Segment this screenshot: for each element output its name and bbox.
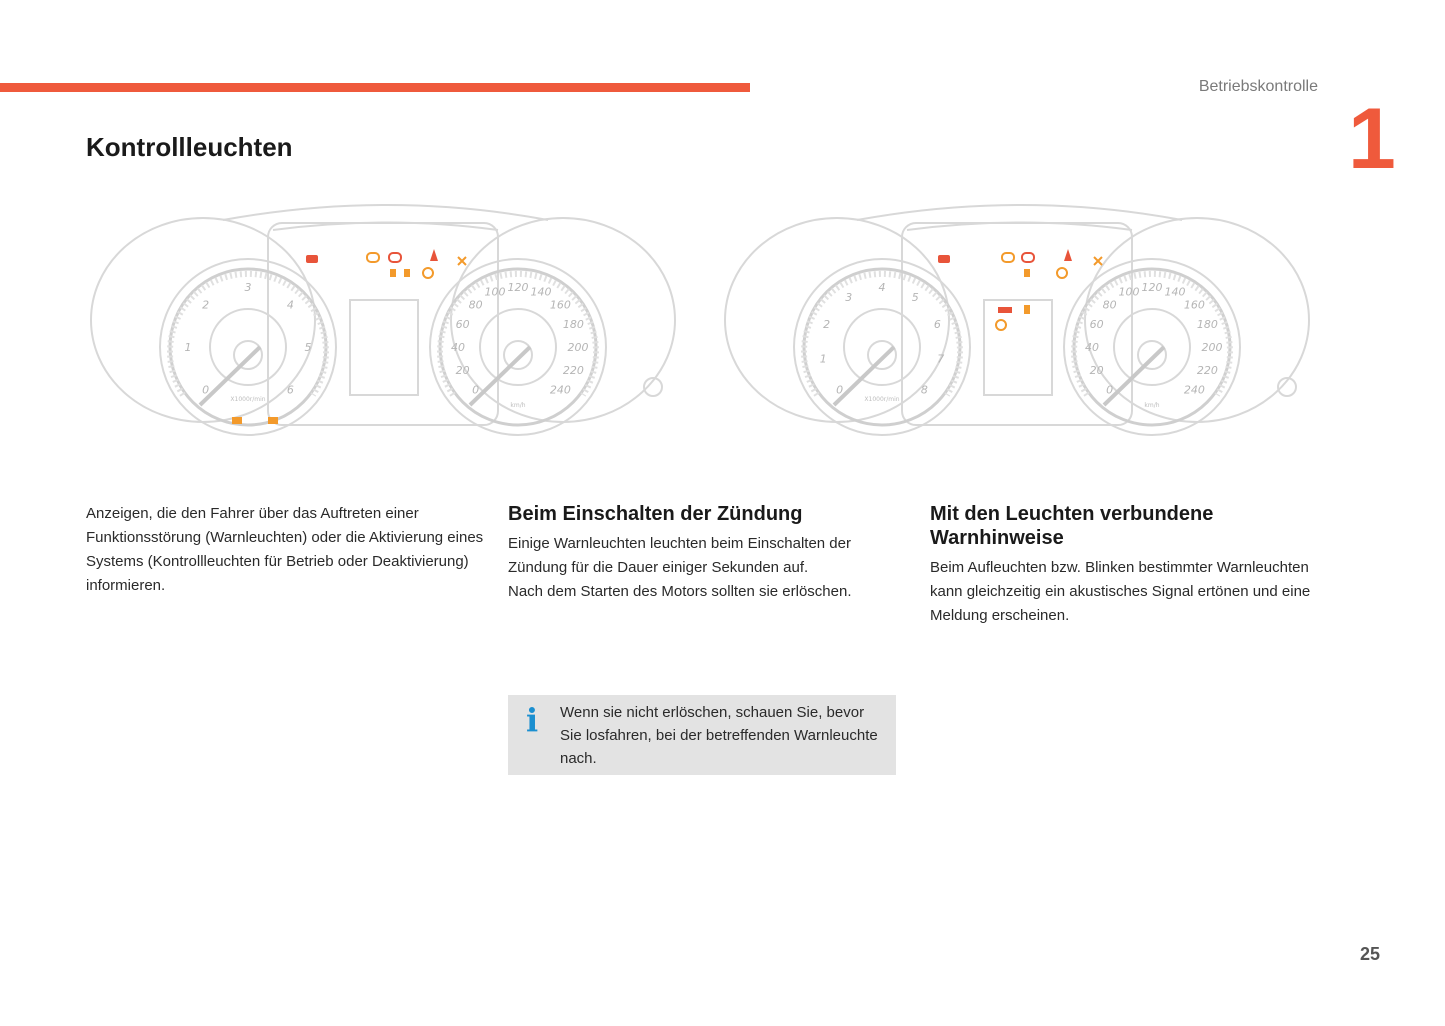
warnings-text: Beim Aufleuchten bzw. Blinken bestimmter Warnleuchten kann gleichzeitig ein akustisches Signal ertönen und eine Meldung erscheinen.	[930, 559, 1311, 624]
ignition-text: Einige Warnleuchten leuchten beim Einschalten der Zündung für die Dauer einiger Sekunden auf.	[508, 535, 851, 576]
speedo-unit-label: km/h	[510, 402, 526, 409]
speedo-scale-label: 100	[484, 285, 506, 299]
tacho-scale-label: 2	[823, 318, 831, 331]
tacho-scale-label: 2	[202, 298, 210, 312]
intro-column	[86, 502, 486, 598]
speedo-scale-label: 140	[1164, 285, 1186, 299]
speedo-scale-label: 40	[451, 341, 465, 354]
speedo-scale-label: 40	[1085, 341, 1099, 354]
page-title: Kontrollleuchten	[86, 132, 293, 162]
speedo-scale-label: 80	[1102, 298, 1117, 312]
seatbelt-warning-icon	[430, 249, 438, 261]
abs-warning-icon	[389, 253, 401, 262]
tacho-scale-label: 6	[933, 318, 941, 331]
warnings-column	[930, 502, 1330, 628]
tacho-scale-label: 0	[836, 383, 844, 397]
speedo-scale-label: 0	[1106, 383, 1114, 397]
info-box	[508, 695, 896, 775]
info-text: Wenn sie nicht erlöschen, schauen Sie, bevor Sie losfahren, bei der betreffenden Warnleuchte nach.	[560, 704, 878, 767]
instrument-cluster-left-illustration	[88, 195, 688, 460]
info-icon: i	[526, 701, 539, 739]
tacho-scale-label: 0	[202, 383, 210, 397]
tacho-scale-label: 4	[878, 281, 886, 294]
speedo-scale-label: 20	[1089, 364, 1104, 377]
speedo-scale-label: 180	[562, 318, 584, 331]
tacho-scale-label: 4	[286, 298, 294, 312]
speedo-scale-label: 160	[1183, 298, 1205, 312]
brake-warning-icon	[367, 253, 379, 262]
ignition-heading: Beim Einschalten der Zündung	[508, 503, 803, 525]
fuel-icon	[1024, 305, 1030, 314]
engine-check-icon	[1057, 268, 1067, 278]
page-number: 25	[1360, 944, 1381, 964]
section-label: Betriebskontrolle	[1198, 78, 1318, 95]
temperature-icon	[1024, 269, 1030, 277]
speedo-scale-label: 140	[530, 285, 552, 299]
tacho-scale-label: 5	[911, 291, 919, 305]
battery-warning-icon	[938, 255, 950, 263]
tacho-scale-label: 1	[819, 352, 827, 366]
tacho-scale-label: 3	[845, 291, 853, 305]
tacho-scale-label: 3	[244, 281, 252, 294]
speedo-scale-label: 160	[549, 298, 571, 312]
battery-warning-icon	[306, 255, 318, 263]
speedo-scale-label: 0	[472, 383, 480, 397]
speedo-scale-label: 80	[468, 298, 483, 312]
abs-warning-icon	[1022, 253, 1034, 262]
oil-pressure-icon	[998, 307, 1012, 313]
speedo-scale-label: 60	[1089, 318, 1104, 331]
tacho-scale-label: 1	[184, 341, 192, 354]
oil-icon	[390, 269, 396, 277]
ignition-text-2: Nach dem Starten des Motors sollten sie erlöschen.	[508, 583, 852, 600]
chapter-number: 1	[1348, 91, 1396, 187]
speedo-unit-label: km/h	[1144, 402, 1160, 409]
airbag-warning-icon	[458, 257, 466, 265]
temperature-icon	[404, 269, 410, 277]
instrument-cluster-right-illustration	[722, 195, 1322, 460]
intro-text: Anzeigen, die den Fahrer über das Auftreten einer Funktionsstörung (Warnleuchten) oder die Aktivierung eines Systems (Kontrollleuchten für Betrieb oder Deaktivierung) informieren.	[86, 505, 484, 594]
header-accent-bar	[0, 83, 750, 92]
speedo-scale-label: 240	[549, 383, 571, 397]
service-icon	[996, 320, 1006, 330]
tacho-unit-label: X1000r/min	[864, 396, 900, 403]
tacho-scale-label: 8	[920, 383, 928, 397]
speedo-scale-label: 60	[455, 318, 470, 331]
airbag-warning-icon	[1094, 257, 1102, 265]
rear-fog-light-icon	[268, 417, 278, 424]
speedo-scale-label: 220	[1196, 364, 1218, 377]
speedo-scale-label: 200	[1201, 341, 1223, 354]
speedo-scale-label: 120	[507, 281, 529, 294]
fog-light-icon	[232, 417, 242, 424]
speedo-scale-label: 120	[1141, 281, 1163, 294]
tacho-unit-label: X1000r/min	[230, 396, 266, 403]
engine-check-icon	[423, 268, 433, 278]
seatbelt-warning-icon	[1064, 249, 1072, 261]
speedo-scale-label: 100	[1118, 285, 1140, 299]
speedo-scale-label: 200	[567, 341, 589, 354]
speedo-scale-label: 240	[1183, 383, 1205, 397]
ignition-column	[508, 502, 908, 604]
warnings-heading: Mit den Leuchten verbundene Warnhinweise	[930, 503, 1214, 549]
speedo-scale-label: 220	[562, 364, 584, 377]
tacho-scale-label: 7	[937, 352, 945, 366]
tacho-scale-label: 6	[286, 383, 294, 397]
speedo-scale-label: 180	[1196, 318, 1218, 331]
speedo-scale-label: 20	[455, 364, 470, 377]
tacho-scale-label: 5	[304, 341, 312, 354]
brake-warning-icon	[1002, 253, 1014, 262]
